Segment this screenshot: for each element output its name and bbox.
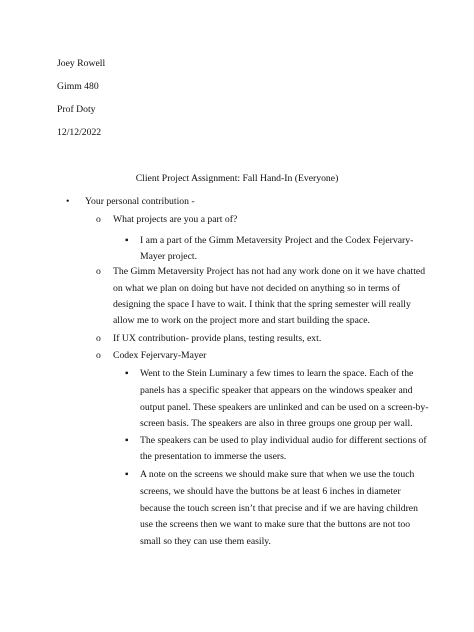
bullet-level1-icon: • — [66, 196, 70, 207]
metaversity-status-line: The Gimm Metaversity Project has not had any work done on it we have chatted — [113, 266, 426, 277]
codex-point-line: screen basis. The speakers are also in three groups one group per wall. — [140, 418, 413, 429]
bullet-level2-icon: o — [96, 214, 101, 225]
ux-contribution: If UX contribution- provide plans, testing results, ext. — [113, 333, 322, 344]
projects-answer-line: Mayer project. — [140, 251, 198, 262]
bullet-level3-icon: ▪ — [125, 235, 129, 246]
projects-answer-line: I am a part of the Gimm Metaversity Project and the Codex Fejervary- — [140, 235, 414, 246]
codex-heading: Codex Fejervary-Mayer — [113, 350, 207, 361]
document-title: Client Project Assignment: Fall Hand-In (Everyone) — [135, 173, 339, 184]
metaversity-status-line: designing the space I have to wait. I think that the spring semester will really — [113, 299, 411, 310]
bullet-level2-icon: o — [96, 266, 101, 277]
codex-point-line: screens, we should have the buttons be at least 6 inches in diameter — [140, 486, 401, 497]
codex-point-line: panels has a specific speaker that appears on the windows speaker and — [140, 385, 413, 396]
metaversity-status-line: on what we plan on doing but have not decided on anything so in terms of — [113, 283, 401, 294]
bullet-level3-icon: ▪ — [125, 435, 129, 446]
document-date: 12/12/2022 — [57, 127, 102, 138]
bullet-level3-icon: ▪ — [125, 469, 129, 480]
codex-point-line: the presentation to immerse the users. — [140, 451, 287, 462]
codex-point-line: use the screens then we want to make sure that the buttons are not too — [140, 519, 411, 530]
projects-question: What projects are you a part of? — [113, 214, 238, 225]
professor-name: Prof Doty — [57, 104, 96, 115]
codex-point-line: small so they can use them easily. — [140, 536, 271, 547]
bullet-level2-icon: o — [96, 350, 101, 361]
metaversity-status-line: allow me to work on the project more and start building the space. — [113, 315, 370, 326]
codex-point-line: Went to the Stein Luminary a few times to learn the space. Each of the — [140, 368, 414, 379]
bullet-level2-icon: o — [96, 333, 101, 344]
codex-point-line: A note on the screens we should make sure that when we use the touch — [140, 469, 415, 480]
codex-point-line: The speakers can be used to play individual audio for different sections of — [140, 435, 427, 446]
codex-point-line: output panel. These speakers are unlinked and can be used on a screen-by- — [140, 402, 429, 413]
course-name: Gimm 480 — [57, 81, 99, 92]
personal-contribution-heading: Your personal contribution - — [85, 196, 195, 207]
bullet-level3-icon: ▪ — [125, 368, 129, 379]
codex-point-line: because the touch screen isn’t that precise and if we are having children — [140, 503, 418, 514]
author-name: Joey Rowell — [57, 58, 106, 69]
